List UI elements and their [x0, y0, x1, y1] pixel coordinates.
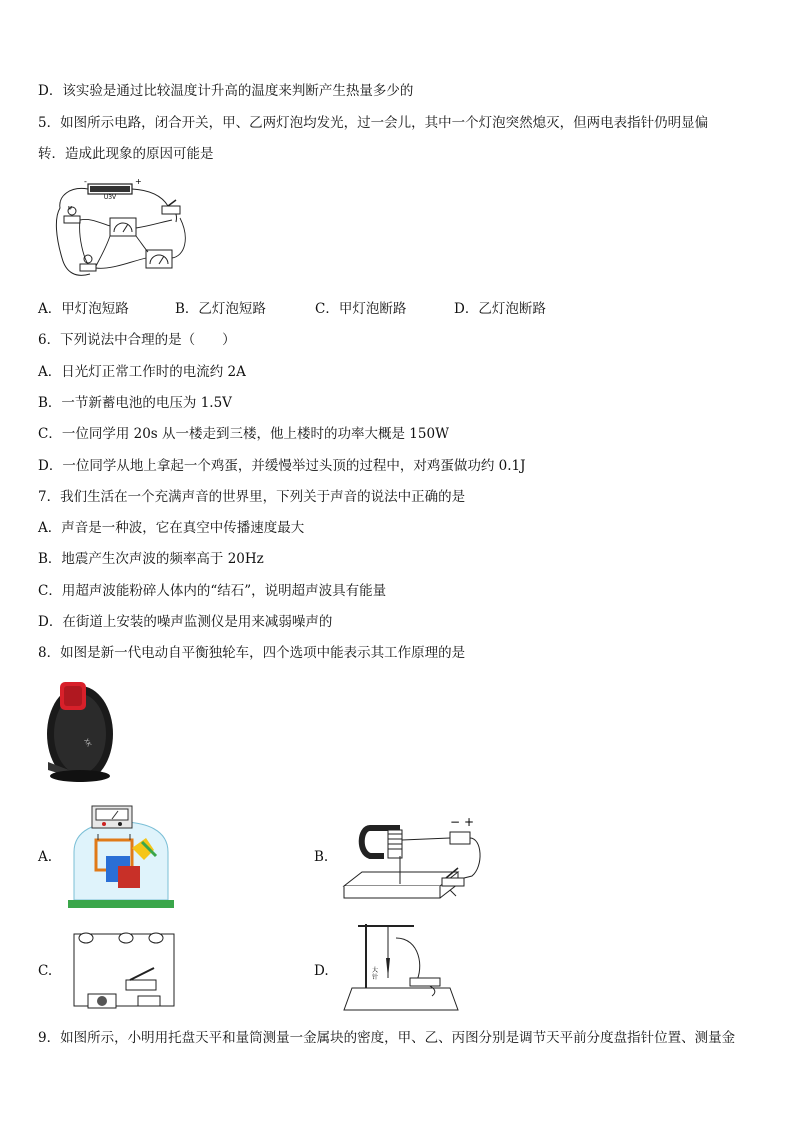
- q8-option-a-label: A.: [38, 849, 53, 865]
- q7-stem: 7．我们生活在一个充满声音的世界里，下列关于声音的说法中正确的是: [38, 489, 466, 505]
- q5-stem-line2: 转．造成此现象的原因可能是: [38, 146, 214, 162]
- q4-option-d: D．该实验是通过比较温度计升高的温度来判断产生热量多少的: [38, 83, 414, 99]
- svg-text:XK: XK: [82, 737, 93, 748]
- svg-text:针: 针: [372, 974, 379, 981]
- q6-stem: 6．下列说法中合理的是（ ）: [38, 332, 236, 348]
- q5-option-a: A．甲灯泡短路: [38, 301, 129, 317]
- q5-options: [38, 300, 546, 318]
- q7-option-d: D．在街道上安装的噪声监测仪是用来减弱噪声的: [38, 614, 333, 630]
- q5-option-b: B．乙灯泡短路: [175, 301, 266, 317]
- q5-option-d: D．乙灯泡断路: [454, 301, 546, 317]
- svg-text:Ψ: Ψ: [68, 206, 72, 212]
- svg-text:−: −: [450, 815, 461, 829]
- q8-option-c-label: C.: [38, 963, 53, 979]
- q8-option-b-label: B.: [314, 849, 329, 865]
- q8-stem: 8．如图是新一代电动自平衡独轮车，四个选项中能表示其工作原理的是: [38, 645, 466, 661]
- q8-option-c-figure: [66, 924, 180, 1014]
- q8-option-a-figure: [66, 800, 176, 912]
- q7-option-c: C．用超声波能粉碎人体内的“结石”，说明超声波具有能量: [38, 583, 387, 599]
- q8-option-d-figure: [340, 918, 466, 1018]
- q7-option-b: B．地震产生次声波的频率高于 20Hz: [38, 551, 264, 567]
- q5-option-c: C．甲灯泡断路: [315, 301, 407, 317]
- q7-option-a: A．声音是一种波，它在真空中传播速度最大: [38, 520, 305, 536]
- q9-stem: 9．如图所示，小明用托盘天平和量筒测量一金属块的密度，甲、乙、丙图分别是调节天平前分度盘指针位置、测量金: [38, 1030, 736, 1046]
- q5-stem-line1: 5．如图所示电路，闭合开关，甲、乙两灯泡均发光，过一会儿，其中一个灯泡突然熄灭，但两电表指针仍明显偏: [38, 115, 709, 131]
- battery-label: U3V: [103, 194, 117, 201]
- q6-option-a: A．日光灯正常工作时的电流约 2A: [38, 364, 246, 380]
- q8-option-b-figure: [340, 806, 490, 910]
- svg-text:大: 大: [372, 967, 379, 974]
- q6-option-c: C．一位同学用 20s 从一楼走到三楼，他上楼时的功率大概是 150W: [38, 426, 449, 442]
- svg-text:+: +: [464, 815, 475, 829]
- svg-text:-: -: [84, 178, 87, 186]
- q8-option-d-label: D.: [314, 963, 329, 979]
- q5-circuit-figure: [50, 178, 210, 288]
- unicycle-image: [44, 676, 116, 786]
- q6-option-d: D．一位同学从地上拿起一个鸡蛋，并缓慢举过头顶的过程中，对鸡蛋做功约 0.1J: [38, 458, 526, 474]
- svg-text:+: +: [135, 178, 142, 186]
- q6-option-b: B．一节新蓄电池的电压为 1.5V: [38, 395, 232, 411]
